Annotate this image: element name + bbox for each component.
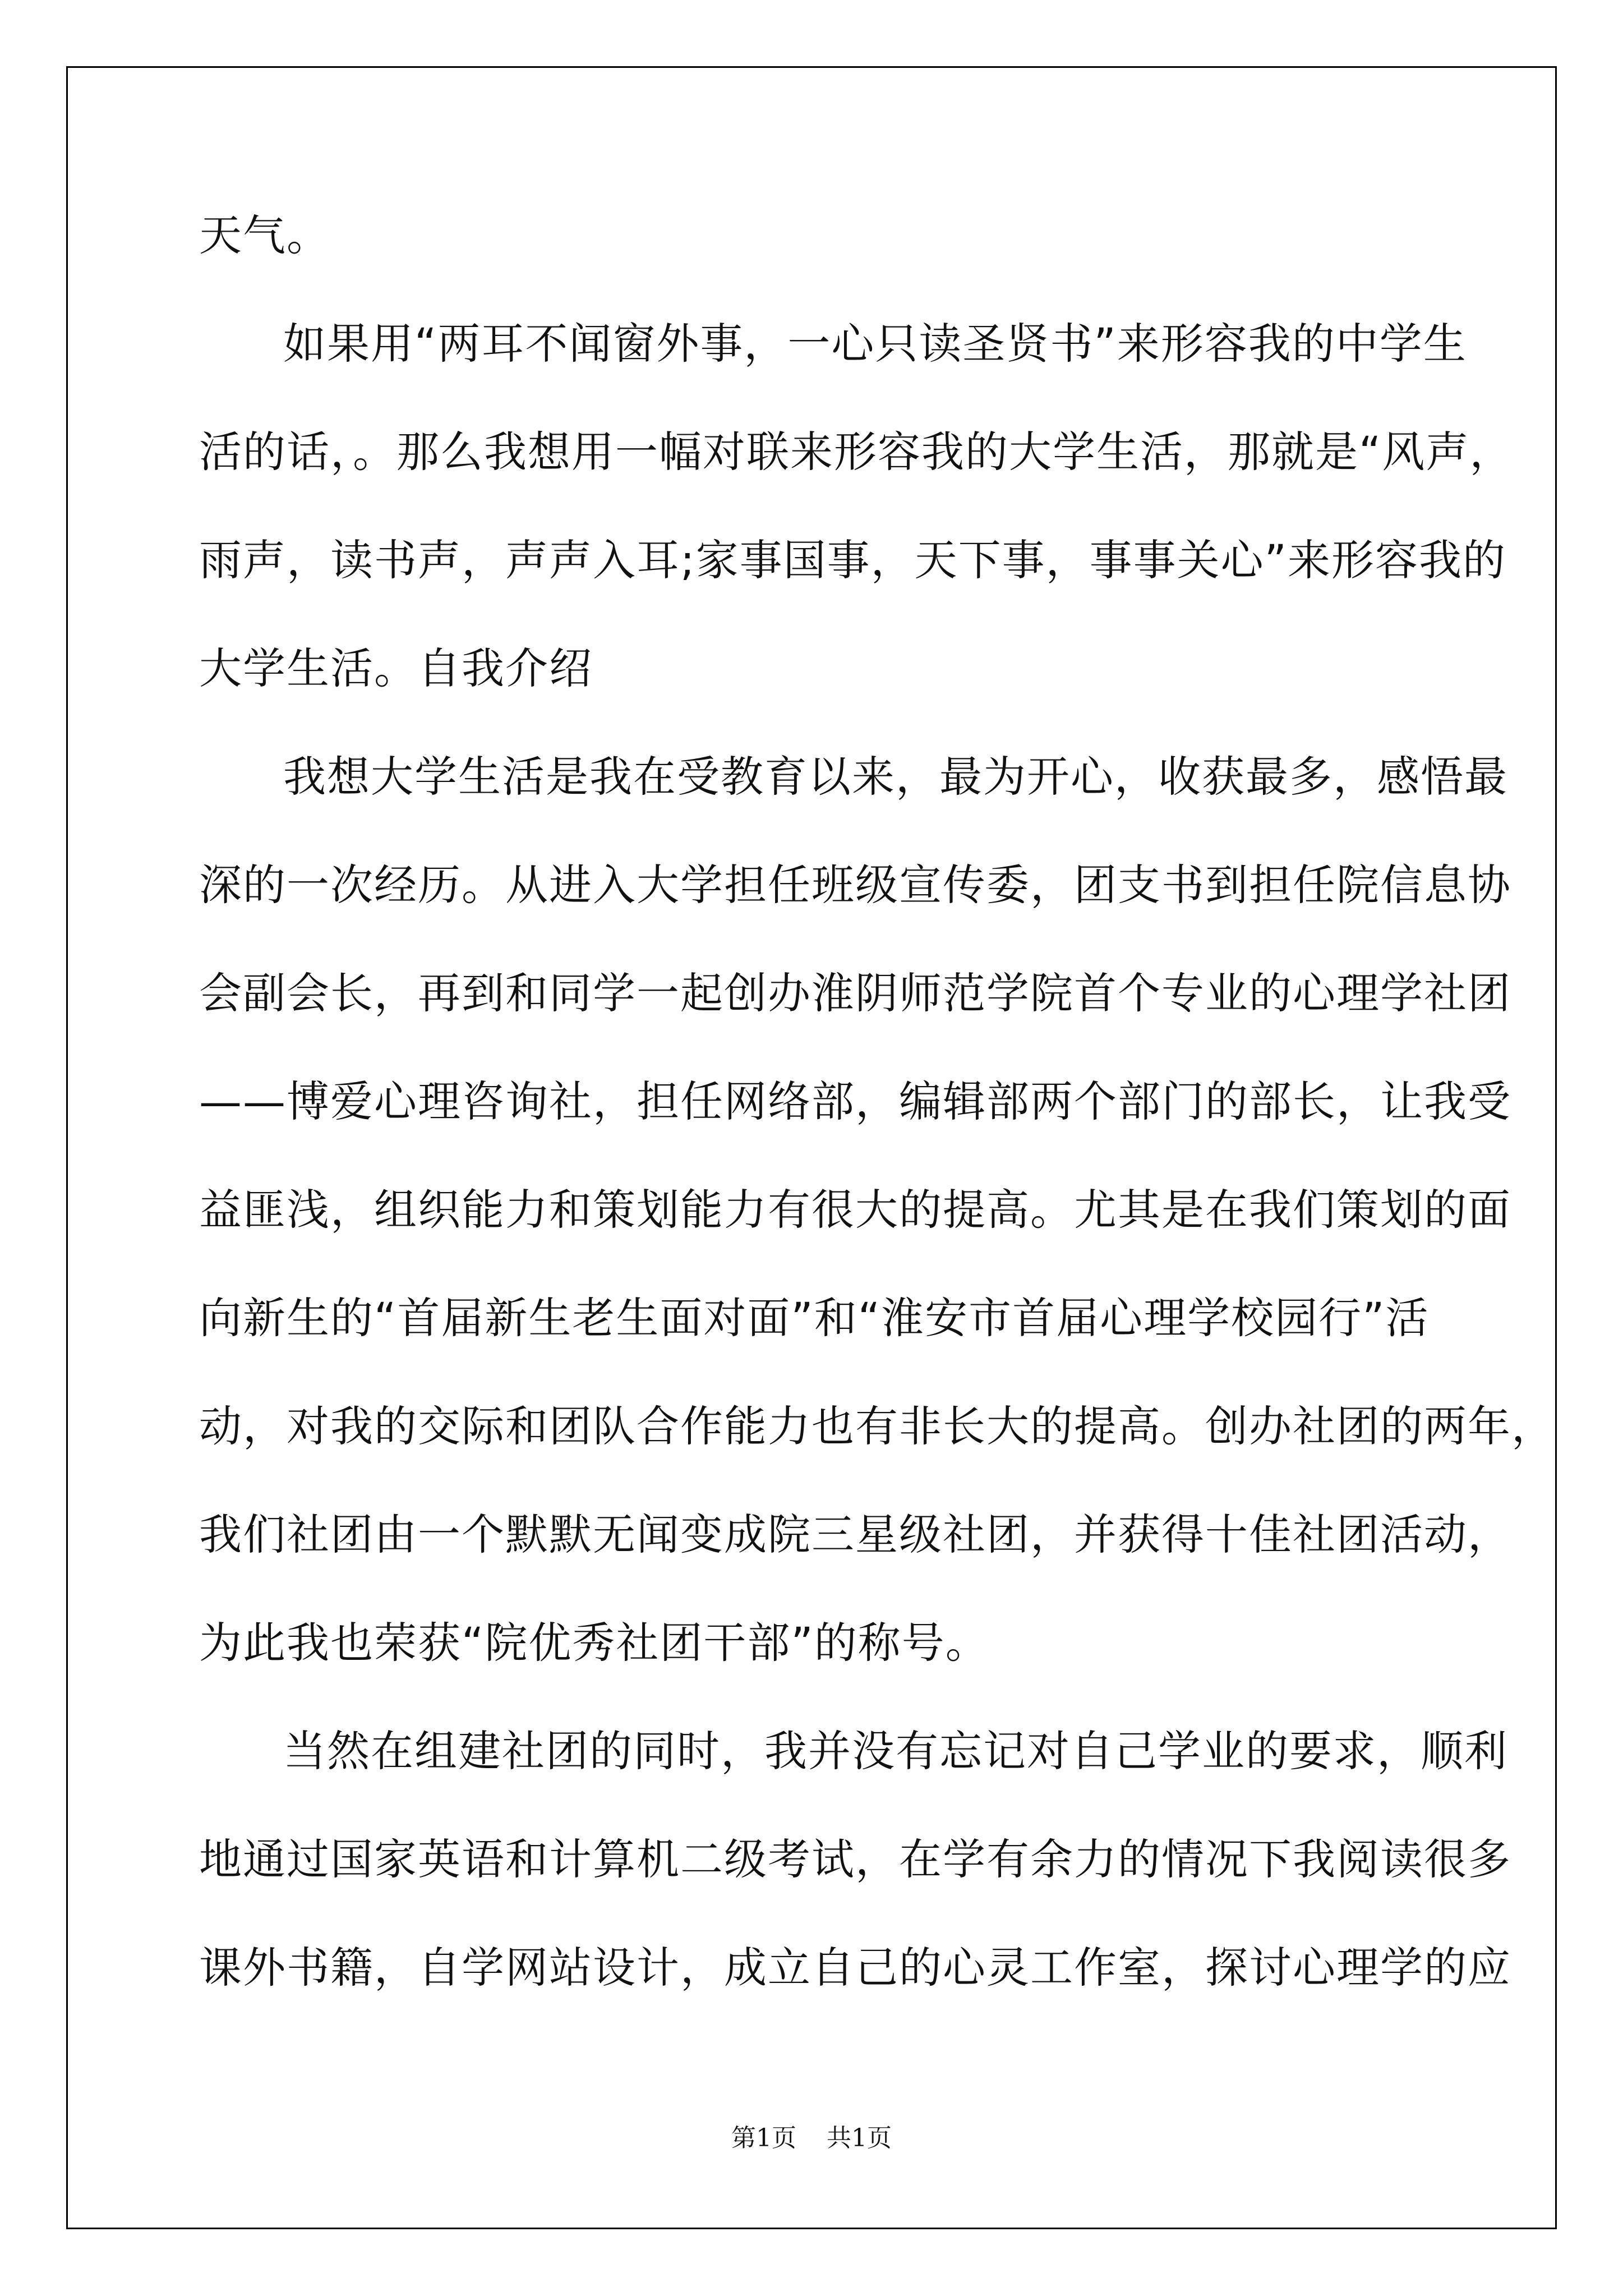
text-line: 会副会长，再到和同学一起创办淮阴师范学院首个专业的心理学社团 [199,968,1511,1018]
text-line: ——博爱心理咨询社，担任网络部，编辑部两个部门的部长，让我受 [199,1076,1511,1126]
text-line: 如果用“两耳不闻窗外事，一心只读圣贤书”来形容我的中学生 [283,319,1467,369]
text-line: 当然在组建社团的同时，我并没有忘记对自己学业的要求，顺利 [283,1726,1508,1776]
text-line: 雨声，读书声，声声入耳;家事国事，天下事，事事关心”来形容我的 [199,535,1506,585]
text-line: 地通过国家英语和计算机二级考试，在学有余力的情况下我阅读很多 [199,1834,1511,1884]
text-line: 我们社团由一个默默无闻变成院三星级社团，并获得十佳社团活动， [199,1510,1511,1559]
text-line: 为此我也荣获“院优秀社团干部”的称号。 [199,1618,989,1668]
text-line: 我想大学生活是我在受教育以来，最为开心，收获最多，感悟最 [283,752,1508,802]
page-footer [0,2122,1623,2155]
text-line: 益匪浅，组织能力和策划能力有很大的提高。尤其是在我们策划的面 [199,1185,1511,1235]
text-line: 天气。 [199,210,330,260]
page-number-total: 共1页 [827,2124,892,2152]
page-number-current: 第1页 [731,2124,796,2152]
text-line: 向新生的“首届新生老生面对面”和“淮安市首届心理学校园行”活 [199,1293,1430,1343]
document-body [199,202,1555,2042]
text-line: 动，对我的交际和团队合作能力也有非长大的提高。创办社团的两年， [199,1401,1555,1451]
text-line: 活的话，。那么我想用一幅对联来形容我的大学生活，那就是“风声， [199,427,1514,477]
text-line: 大学生活。自我介绍 [199,643,593,693]
text-line: 深的一次经历。从进入大学担任班级宣传委，团支书到担任院信息协 [199,860,1511,910]
text-line: 课外书籍，自学网站设计，成立自己的心灵工作室，探讨心理学的应 [199,1943,1511,1993]
